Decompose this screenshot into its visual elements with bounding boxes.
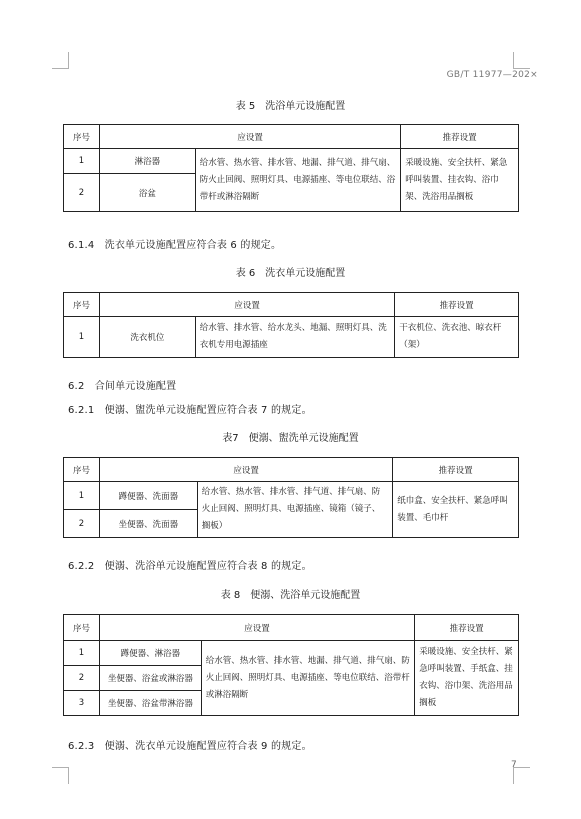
crop-mark bbox=[513, 52, 514, 69]
crop-mark bbox=[52, 68, 69, 69]
header-cell-no: 序号 bbox=[64, 125, 100, 149]
recommended-cell: 采暖设施、安全扶杆、紧急呼叫装置、手纸盒、挂衣钩、浴巾架、洗浴用品搁板 bbox=[415, 641, 519, 716]
crop-mark bbox=[513, 68, 530, 69]
document-code: GB/T 11977—202× bbox=[446, 70, 538, 80]
table8 bbox=[63, 614, 519, 716]
crop-mark bbox=[68, 767, 69, 784]
row-item: 蹲便器、淋浴器 bbox=[99, 641, 201, 666]
recommended-cell: 干衣机位、洗衣池、晾衣杆（架） bbox=[395, 317, 519, 358]
paragraph-6-2-2: 6.2.2 便溺、洗浴单元设施配置应符合表 8 的规定。 bbox=[68, 561, 312, 572]
table5-caption: 表 5 洗浴单元设施配置 bbox=[235, 101, 346, 112]
paragraph-6-2-1: 6.2.1 便溺、盥洗单元设施配置应符合表 7 的规定。 bbox=[68, 405, 312, 416]
row-item: 坐便器、浴盆带淋浴器 bbox=[99, 691, 201, 716]
paragraph-6-1-4: 6.1.4 洗衣单元设施配置应符合表 6 的规定。 bbox=[68, 240, 282, 251]
row-item: 淋浴器 bbox=[99, 149, 195, 174]
required-cell: 给水管、排水管、给水龙头、地漏、照明灯具、洗衣机专用电源插座 bbox=[195, 317, 395, 358]
row-item: 坐便器、洗面器 bbox=[99, 510, 197, 538]
row-number: 1 bbox=[64, 317, 100, 358]
header-cell-recommended: 推荐设置 bbox=[415, 615, 519, 641]
page-number: 7 bbox=[511, 760, 517, 770]
table7-caption: 表7 便溺、盥洗单元设施配置 bbox=[222, 433, 359, 444]
crop-mark bbox=[52, 767, 69, 768]
row-number: 1 bbox=[64, 149, 100, 174]
row-number: 2 bbox=[64, 174, 100, 212]
table6 bbox=[63, 292, 519, 358]
row-number: 1 bbox=[64, 482, 100, 510]
table6-caption: 表 6 洗衣单元设施配置 bbox=[235, 268, 346, 279]
header-cell-required: 应设置 bbox=[99, 293, 394, 317]
header-cell-no: 序号 bbox=[64, 293, 100, 317]
row-item: 坐便器、浴盆或淋浴器 bbox=[99, 666, 201, 691]
header-cell-required: 应设置 bbox=[99, 615, 414, 641]
header-cell-required: 应设置 bbox=[99, 125, 400, 149]
paragraph-6-2-3: 6.2.3 便溺、洗衣单元设施配置应符合表 9 的规定。 bbox=[68, 741, 312, 752]
row-item: 洗衣机位 bbox=[99, 317, 195, 358]
required-cell: 给水管、热水管、排水管、地漏、排气道、排气扇、防火止回阀、照明灯具、电源插座、等电位联结、浴带杆或淋浴隔断 bbox=[201, 641, 414, 716]
required-cell: 给水管、热水管、排水管、排气道、排气扇、防火止回阀、照明灯具、电源插座、镜箱（镜子、搁板） bbox=[197, 482, 393, 538]
required-cell: 给水管、热水管、排水管、地漏、排气道、排气扇、防火止回阀、照明灯具、电源插座、等电位联结、浴带杆或淋浴隔断 bbox=[195, 149, 401, 212]
table7 bbox=[63, 457, 519, 538]
row-number: 3 bbox=[64, 691, 100, 716]
row-number: 2 bbox=[64, 666, 100, 691]
recommended-cell: 纸巾盒、安全扶杆、紧急呼叫装置、毛巾杆 bbox=[393, 482, 519, 538]
header-cell-no: 序号 bbox=[64, 615, 100, 641]
table8-caption: 表 8 便溺、洗浴单元设施配置 bbox=[220, 590, 361, 601]
section-6-2-heading: 6.2 合间单元设施配置 bbox=[68, 381, 177, 392]
crop-mark bbox=[68, 52, 69, 69]
header-cell-recommended: 推荐设置 bbox=[401, 125, 519, 149]
row-number: 1 bbox=[64, 641, 100, 666]
row-item: 浴盆 bbox=[99, 174, 195, 212]
row-item: 蹲便器、洗面器 bbox=[99, 482, 197, 510]
recommended-cell: 采暖设施、安全扶杆、紧急呼叫装置、挂衣钩、浴巾架、洗浴用品搁板 bbox=[401, 149, 519, 212]
row-number: 2 bbox=[64, 510, 100, 538]
header-cell-recommended: 推荐设置 bbox=[393, 458, 519, 482]
header-cell-required: 应设置 bbox=[99, 458, 392, 482]
header-cell-no: 序号 bbox=[64, 458, 100, 482]
header-cell-recommended: 推荐设置 bbox=[395, 293, 519, 317]
table5 bbox=[63, 124, 519, 212]
